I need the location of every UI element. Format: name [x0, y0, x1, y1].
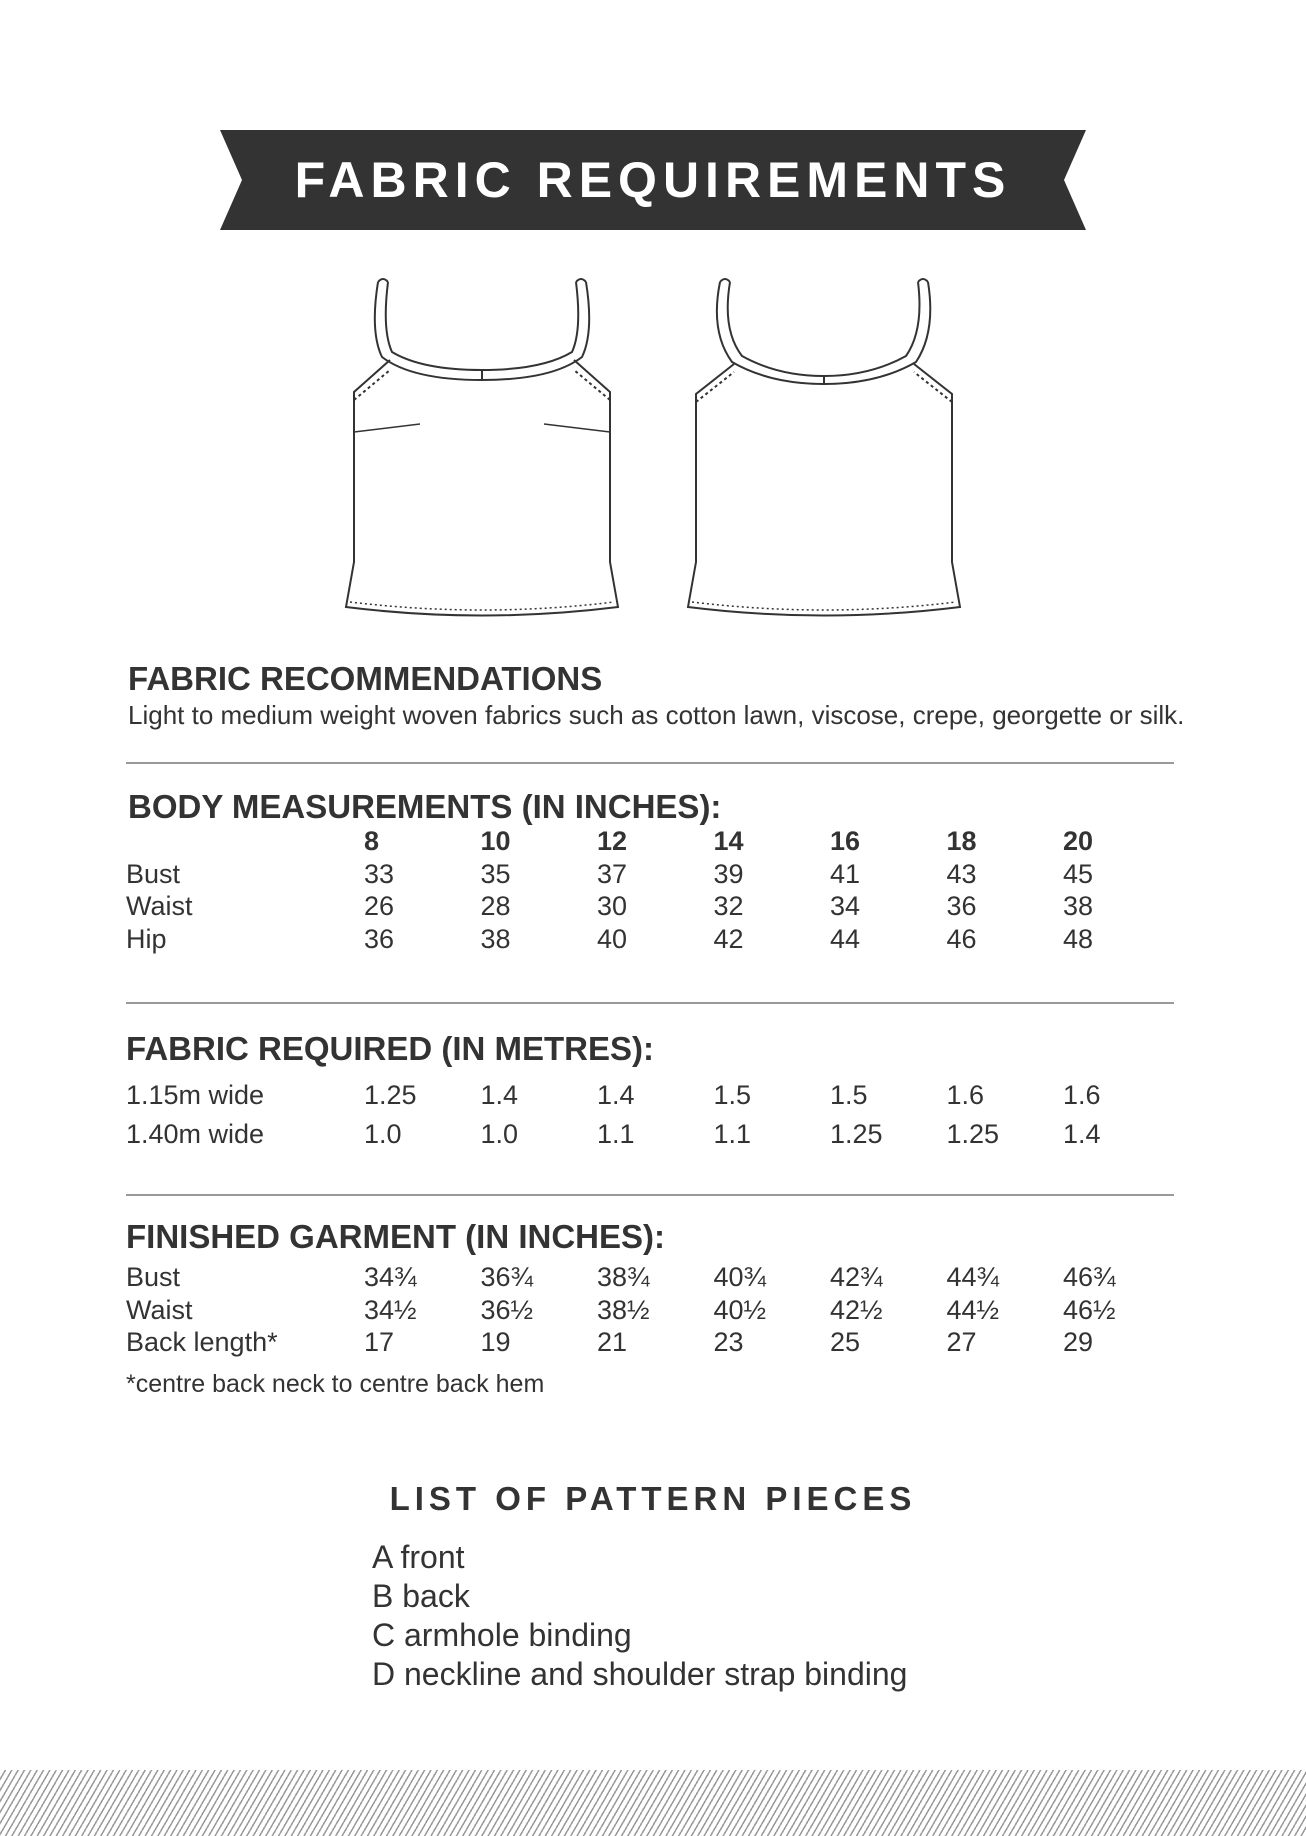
table-cell: 38 [480, 923, 511, 954]
pattern-pieces-heading: LIST OF PATTERN PIECES [389, 1480, 917, 1517]
table-cell: 17 [364, 1327, 395, 1357]
table-corner [126, 826, 364, 859]
table-cell: 23 [713, 1327, 744, 1357]
table-cell: 34 [830, 891, 861, 921]
row-label: Bust [126, 1262, 181, 1292]
table-cell: 19 [480, 1327, 511, 1357]
size-header: 12 [597, 826, 628, 856]
table-cell: 1.25 [364, 1080, 417, 1110]
divider [126, 1194, 1174, 1196]
body-measurements-heading: BODY MEASUREMENTS (IN INCHES): [128, 788, 722, 825]
size-header: 10 [480, 826, 511, 856]
table-cell: 42½ [830, 1294, 883, 1325]
table-cell: 35 [480, 858, 511, 889]
table-cell: 27 [946, 1327, 977, 1357]
table-cell: 42¾ [830, 1262, 883, 1292]
table-cell: 25 [830, 1327, 861, 1357]
table-cell: 40¾ [713, 1262, 767, 1292]
table-cell: 1.4 [597, 1080, 635, 1110]
garment-illustrations [330, 272, 990, 632]
table-cell: 36 [946, 891, 977, 921]
table-cell: 44½ [946, 1294, 1000, 1325]
row-label: 1.15m wide [126, 1080, 265, 1110]
table-cell: 36 [364, 923, 395, 954]
table-cell: 1.1 [597, 1118, 635, 1149]
row-label: 1.40m wide [126, 1118, 265, 1149]
back-length-footnote: *centre back neck to centre back hem [126, 1370, 545, 1398]
table-cell: 1.1 [713, 1118, 752, 1149]
banner-title: FABRIC REQUIREMENTS [294, 152, 1012, 208]
table-cell: 43 [946, 858, 977, 889]
table-cell: 38¾ [597, 1262, 650, 1292]
table-cell: 38 [1063, 891, 1094, 921]
table-cell: 46½ [1063, 1294, 1116, 1325]
row-label: Bust [126, 858, 181, 889]
fabric-recommendations-heading: FABRIC RECOMMENDATIONS [128, 660, 603, 697]
table-cell: 1.0 [480, 1118, 519, 1149]
finished-garment-heading: FINISHED GARMENT (IN INCHES): [126, 1218, 665, 1255]
table-cell: 38½ [597, 1294, 650, 1325]
list-item: A front [372, 1539, 465, 1575]
body-measurements-table [126, 826, 1180, 956]
row-label: Waist [126, 891, 193, 921]
pattern-pieces-list [372, 1538, 907, 1694]
table-cell: 30 [597, 891, 628, 921]
hatched-footer-band [0, 1770, 1306, 1836]
table-cell: 34½ [364, 1294, 417, 1325]
table-cell: 1.25 [946, 1118, 1000, 1149]
table-cell: 36¾ [480, 1262, 534, 1292]
row-label: Hip [126, 923, 167, 954]
list-item: D neckline and shoulder strap binding [372, 1656, 908, 1692]
fabric-recommendations-text: Light to medium weight woven fabrics such as cotton lawn, viscose, crepe, georgette or silk. [128, 700, 1185, 730]
table-cell: 1.25 [830, 1118, 883, 1149]
table-cell: 34¾ [364, 1262, 417, 1292]
divider [126, 762, 1174, 764]
table-cell: 46 [946, 923, 977, 954]
table-cell: 46¾ [1063, 1262, 1116, 1292]
table-cell: 32 [713, 891, 744, 921]
table-cell: 1.4 [480, 1080, 519, 1110]
table-cell: 1.6 [946, 1080, 985, 1110]
table-cell: 1.6 [1063, 1080, 1101, 1110]
table-cell: 36½ [480, 1294, 534, 1325]
table-cell: 1.5 [830, 1080, 868, 1110]
size-header: 16 [830, 826, 861, 856]
table-cell: 1.4 [1063, 1118, 1101, 1149]
size-header: 14 [713, 826, 744, 856]
row-label: Back length* [126, 1327, 278, 1357]
list-item: B back [372, 1578, 470, 1614]
divider [126, 1002, 1174, 1004]
size-header: 18 [946, 826, 977, 856]
table-cell: 48 [1063, 923, 1094, 954]
table-cell: 37 [597, 858, 628, 889]
title-banner [220, 130, 1086, 230]
fabric-required-table [126, 1080, 1180, 1157]
table-cell: 39 [713, 858, 744, 889]
fabric-required-heading: FABRIC REQUIRED (IN METRES): [126, 1030, 654, 1067]
finished-garment-table [126, 1262, 1180, 1360]
table-cell: 41 [830, 858, 861, 889]
table-cell: 40 [597, 923, 628, 954]
camisole-back-icon [688, 279, 960, 616]
table-cell: 29 [1063, 1327, 1094, 1357]
table-cell: 33 [364, 858, 395, 889]
table-cell: 26 [364, 891, 395, 921]
table-cell: 44 [830, 923, 861, 954]
list-item: C armhole binding [372, 1617, 632, 1653]
table-cell: 40½ [713, 1294, 767, 1325]
table-cell: 21 [597, 1327, 628, 1357]
table-cell: 1.0 [364, 1118, 402, 1149]
table-cell: 1.5 [713, 1080, 752, 1110]
size-header: 8 [364, 826, 380, 856]
camisole-front-icon [346, 279, 618, 616]
table-cell: 45 [1063, 858, 1094, 889]
row-label: Waist [126, 1294, 193, 1325]
size-header: 20 [1063, 826, 1094, 856]
table-cell: 42 [713, 923, 744, 954]
table-cell: 28 [480, 891, 511, 921]
table-cell: 44¾ [946, 1262, 1000, 1292]
